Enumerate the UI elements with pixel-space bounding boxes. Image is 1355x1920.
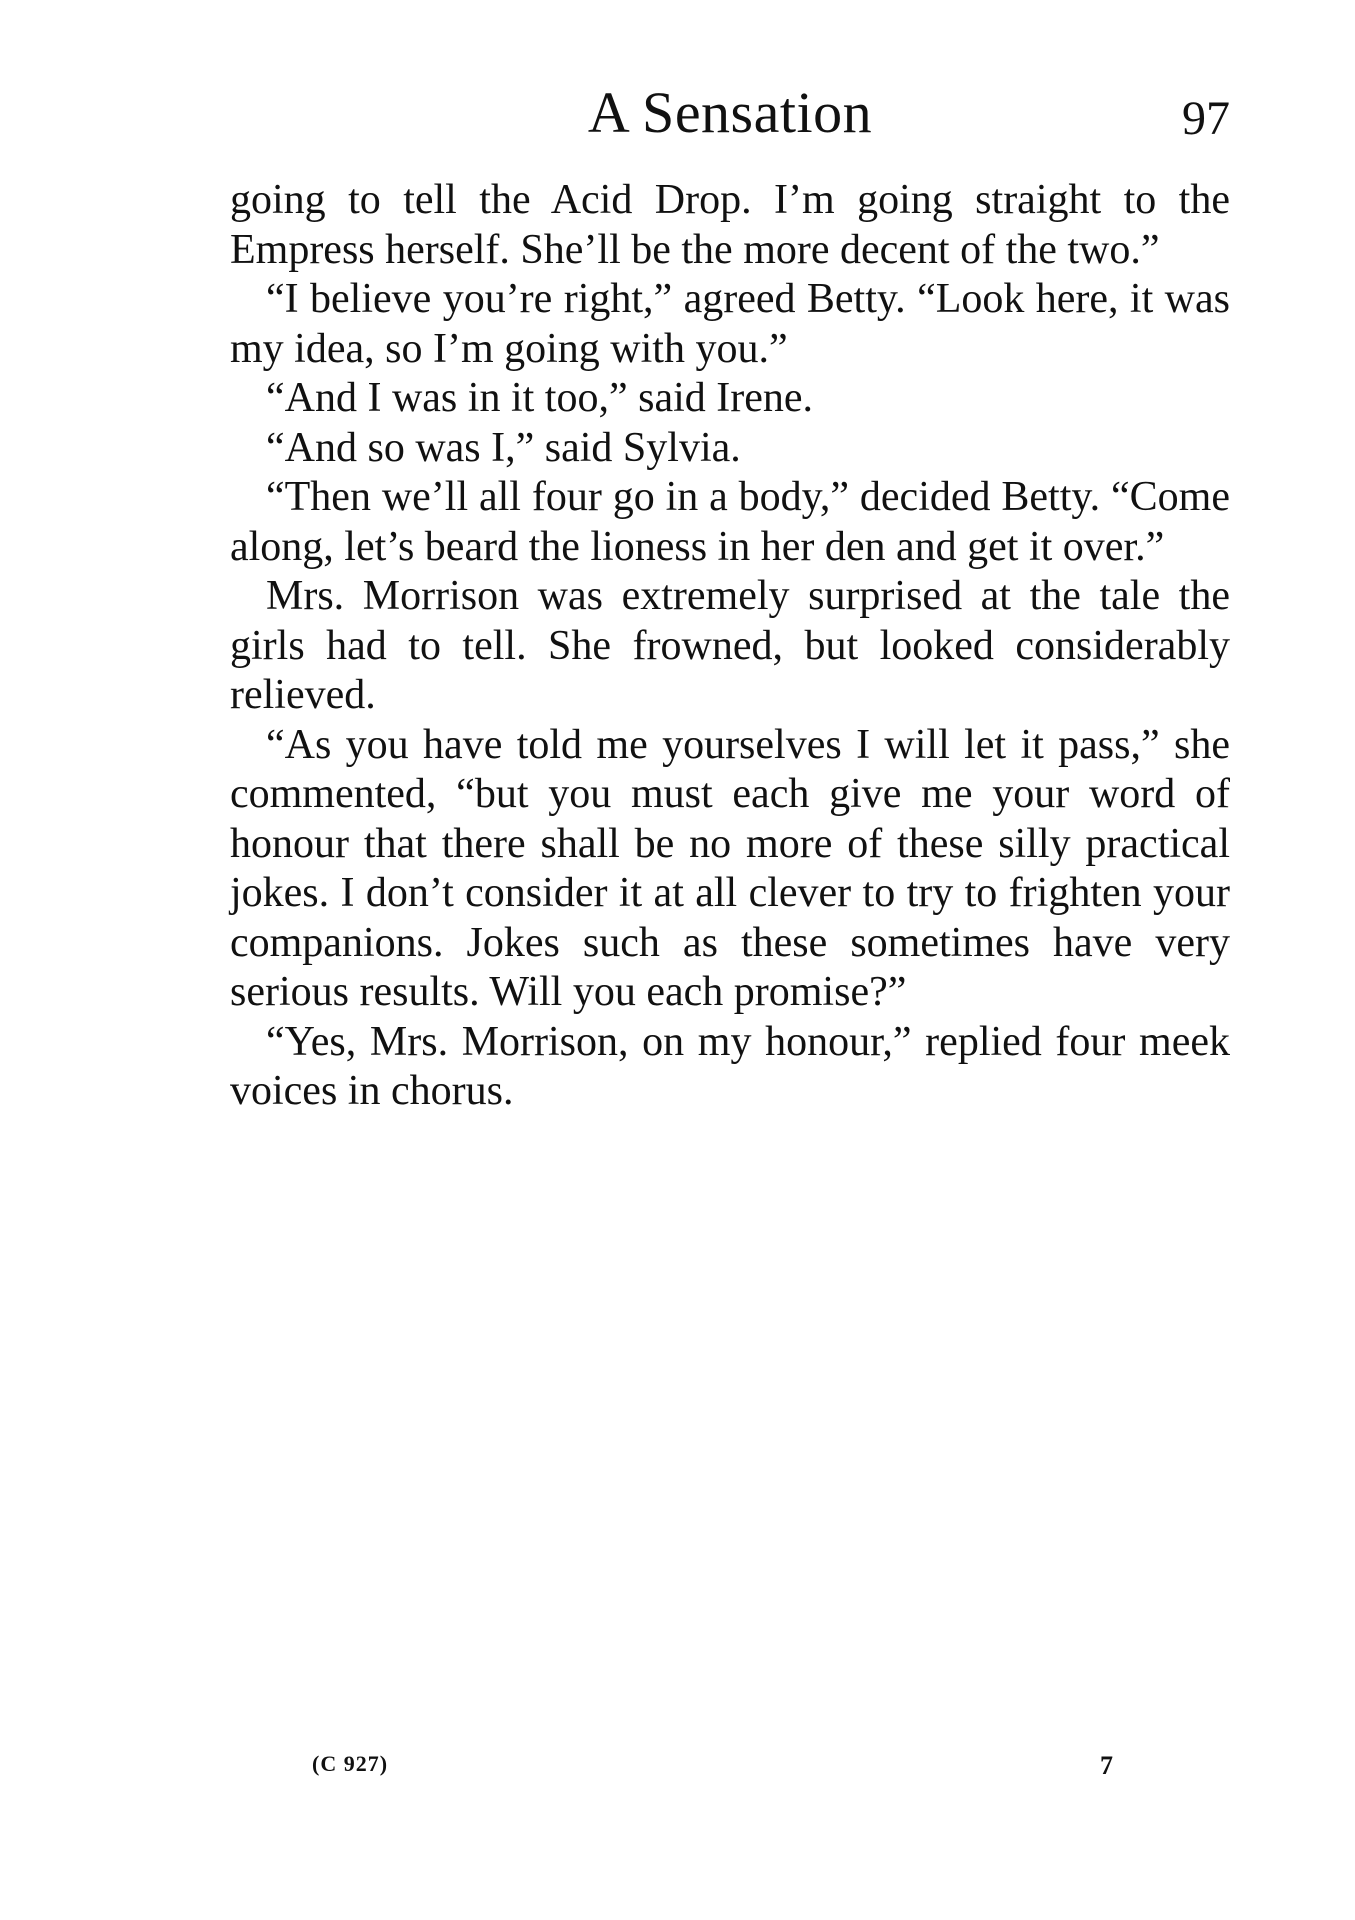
gathering-mark: 7 bbox=[1100, 1751, 1113, 1780]
body-text bbox=[230, 176, 1230, 1117]
running-head bbox=[230, 78, 1230, 148]
paragraph: “Then we’ll all four go in a body,” decided Betty. “Come along, let’s beard the lioness in her den and get it over.” bbox=[230, 474, 1230, 570]
paragraph: Mrs. Morrison was extremely surprised at the tale the girls had to tell. She frowned, but looked considerably relieved. bbox=[230, 573, 1230, 718]
page-number: 97 bbox=[1182, 92, 1230, 145]
paragraph: “I believe you’re right,” agreed Betty. “Look here, it was my idea, so I’m going with you.” bbox=[230, 276, 1230, 372]
page-footer bbox=[230, 1751, 1230, 1791]
paragraph: “And I was in it too,” said Irene. bbox=[266, 375, 814, 421]
paragraph: “As you have told me yourselves I will let it pass,” she commented, “but you must each give me your word of honour that there shall be no more of these silly practical jokes. I don’t consider it at all clever to try to frighten your companions. Jokes such as these sometimes have very serious results. Will you each promise?” bbox=[230, 721, 1230, 1015]
paragraph: going to tell the Acid Drop. I’m going straight to the Empress herself. She’ll be the more decent of the two.” bbox=[230, 177, 1230, 273]
paragraph: “And so was I,” said Sylvia. bbox=[266, 424, 741, 471]
chapter-title: A Sensation bbox=[587, 80, 873, 145]
printer-signature-mark: (C 927) bbox=[312, 1751, 389, 1776]
paragraph: “Yes, Mrs. Morrison, on my honour,” replied four meek voices in chorus. bbox=[230, 1018, 1230, 1114]
